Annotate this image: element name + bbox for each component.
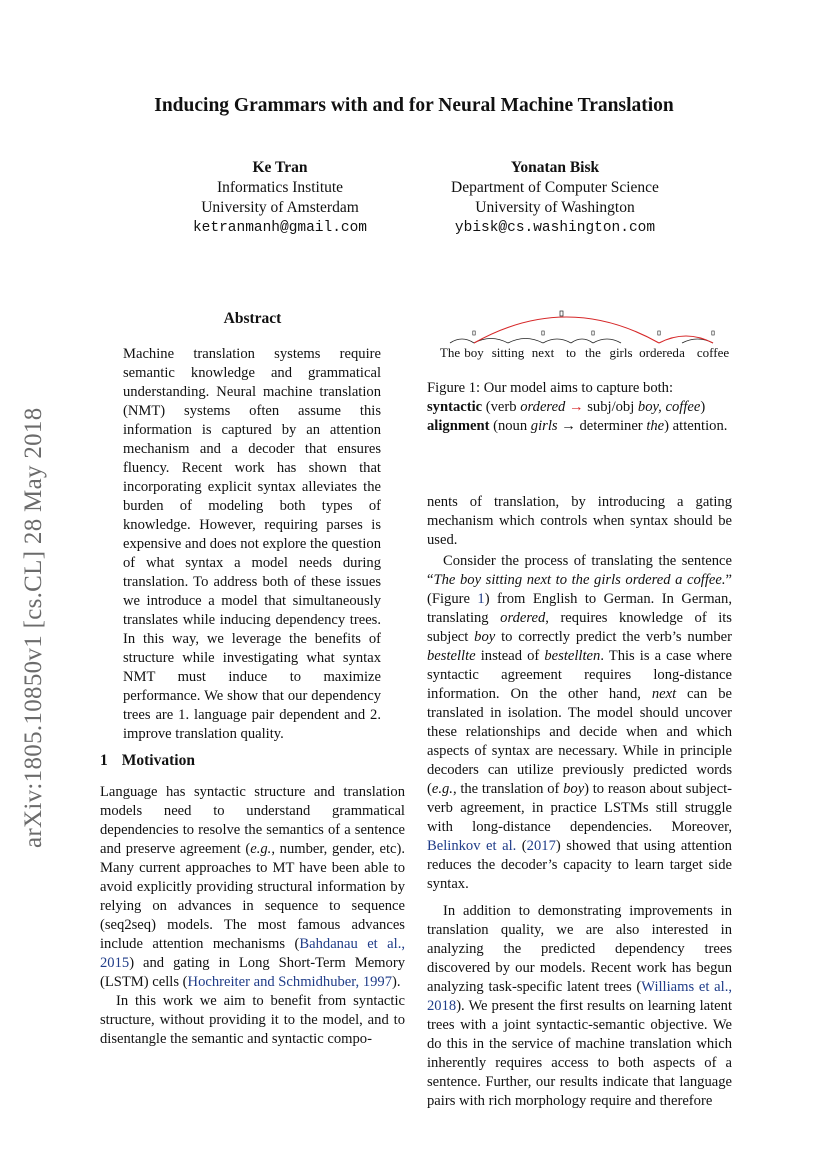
dependency-arc [508, 339, 543, 344]
caption-line-3: alignment (noun girls → determiner the) attention. [427, 418, 728, 434]
figure-word: boy [464, 345, 484, 360]
author-institution: University of Amsterdam [201, 199, 359, 216]
arc-marker [658, 331, 660, 335]
figure-word: a [679, 345, 685, 360]
figure-word: the [585, 345, 601, 360]
arc-marker [542, 331, 544, 335]
citation-link[interactable]: Williams et al., 2018 [427, 979, 732, 1014]
figure-word: to [565, 345, 577, 360]
figure-word: sitting [491, 345, 525, 360]
author-email[interactable]: ketranmanh@gmail.com [192, 220, 368, 236]
paragraph: In this work we aim to benefit from syntactic structure, without providing it to the model, and to disentangle the semantic and syntactic compo- [100, 993, 405, 1047]
author-affiliation: Informatics Institute [216, 179, 344, 196]
author-name: Yonatan Bisk [510, 159, 600, 176]
author-affiliation: Department of Computer Science [451, 179, 659, 196]
arc-marker [473, 331, 475, 335]
figure-word: coffee [696, 345, 730, 360]
section-heading [100, 752, 195, 770]
dependency-arc [593, 339, 621, 343]
figure-word: next [531, 345, 555, 360]
abstract-heading: Abstract [223, 310, 282, 327]
section-number: 1 [100, 752, 108, 769]
right-column-body [427, 493, 732, 1111]
author-block-1 [160, 158, 400, 238]
arxiv-stamp: arXiv:1805.10850v1 [cs.CL] 28 May 2018 [20, 407, 47, 848]
figure-word: The [439, 345, 461, 360]
figure-word: girls [609, 345, 633, 360]
citation-link[interactable]: Bahdanau et al., 2015 [100, 936, 406, 971]
author-email[interactable]: ybisk@cs.washington.com [454, 220, 656, 236]
right-arrow-icon: → [561, 418, 576, 434]
citation-link[interactable]: Hochreiter and Schmidhuber, 1997 [187, 974, 393, 990]
author-institution: University of Washington [475, 199, 635, 216]
author-block-2 [420, 158, 690, 238]
citation-link[interactable]: Belinkov et al. [427, 838, 517, 854]
arc-marker [560, 311, 563, 316]
syntactic-arc [659, 336, 713, 343]
dependency-arc-diagram [425, 305, 730, 370]
paper-title: Inducing Grammars with and for Neural Machine Translation [154, 95, 674, 116]
citation-link[interactable]: 2017 [526, 838, 556, 854]
dependency-arc [571, 339, 593, 343]
dependency-arc [543, 339, 571, 343]
paragraph: nents of translation, by introducing a gating mechanism which controls when syntax should be used. [427, 494, 732, 548]
caption-line-1: Figure 1: Our model aims to capture both: [427, 380, 674, 396]
abstract-paragraph: Machine translation systems require semantic knowledge and grammatical understanding. Neural machine translation (NMT) systems often assume this information is captured by an attention mechanism and a decoder that ensures fluency. Recent work has shown that incorporating explicit syntax alleviates the burden of modeling both types of knowledge. However, requiring parses is expensive and does not explore the question of what syntax a model needs during translation. To address both of these issues we introduce a model that simultaneously translates while inducing dependency trees. In this way, we leverage the benefits of structure while investigating what syntax NMT must induce to maximize performance. We show that our dependency trees are 1. language pair dependent and 2. improve translation quality. [123, 346, 381, 742]
figure-1 [425, 305, 730, 370]
paragraph: Language has syntactic structure and translation models need to understand grammatical dependencies to resolve the semantics of a sentence and preserve agreement (e.g., number, gender, etc). Many current approaches to MT have been able to avoid explicitly providing structural information by relying on advances in sequence to sequence (seq2seq) models. The most famous advances include attention mechanisms (Bahdanau et al., 2015) and gating in Long Short-Term Memory (LSTM) cells (Hochreiter and Schmidhuber, 1997). [100, 784, 406, 990]
syntactic-arc [474, 317, 659, 343]
section-title: Motivation [121, 752, 195, 769]
figure-1-caption [427, 379, 732, 436]
paragraph: In addition to demonstrating improvements in translation quality, we are also interested in analyzing the predicted dependency trees discovered by our models. Recent work has begun analyzing task-specific latent trees (Williams et al., 2018). We present the first results on learning latent trees with a joint syntactic-semantic objective. We do this in the service of machine translation which inherently requires access to both aspects of a sentence. Further, our results indicate that language pairs with rich morphology require and therefore [427, 903, 732, 1109]
arc-marker [712, 331, 714, 335]
caption-line-2: syntactic (verb ordered → subj/obj boy, coffee) [427, 399, 706, 415]
author-name: Ke Tran [252, 159, 308, 176]
dependency-arc [450, 339, 474, 343]
abstract-text [123, 345, 381, 744]
figure-word: ordered [639, 345, 679, 360]
section1-body [100, 783, 405, 1049]
figure-ref-link[interactable]: 1 [477, 591, 485, 607]
red-arrow-icon: → [569, 399, 584, 415]
arc-marker [592, 331, 594, 335]
paragraph: Consider the process of translating the sentence “The boy sitting next to the girls ordered a coffee.” (Figure 1) from English to German. In German, translating ordered, requires knowledge of its subject boy to correctly predict the verb’s number bestellte instead of bestellten. This is a case where syntactic agreement requires long-distance information. On the other hand, next can be translated in isolation. The model should uncover these relationships and decide when and which aspects of syntax are necessary. While in principle decoders can utilize previously predicted words (e.g., the translation of boy) to reason about subject-verb agreement, in practice LSTMs still struggle with long-distance dependencies. Moreover, Belinkov et al. (2017) showed that using attention reduces the decoder’s capacity to learn target side syntax. [427, 553, 732, 892]
